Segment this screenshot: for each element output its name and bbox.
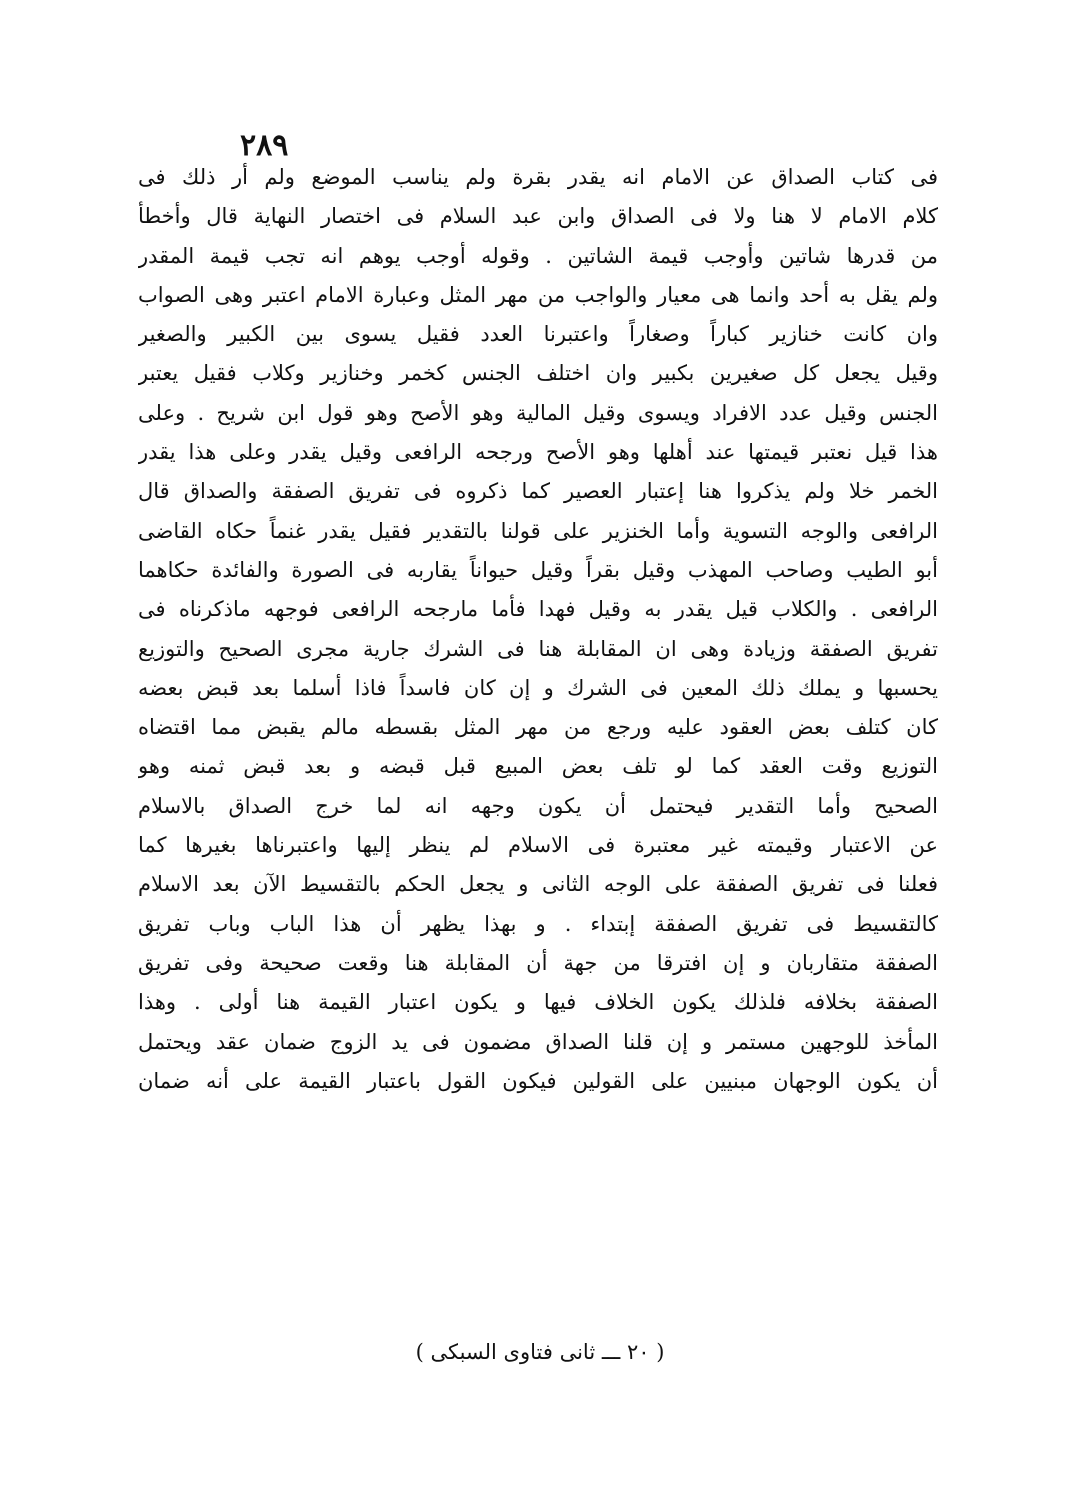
- text-line: هذا قيل نعتبر قيمتها عند أهلها وهو الأصح ورجحه الرافعى وقيل يقدر وعلى هذا يقدر: [138, 440, 938, 465]
- text-line: الرافعى . والكلاب قيل يقدر به وقيل فهدا فأما مارجحه الرافعى فوجهه ماذكرناه فى: [138, 597, 938, 622]
- page-footer: ( ٢٠ ـــ ثانى فتاوى السبكى ): [415, 1340, 665, 1364]
- page-number: ٢٨٩: [240, 128, 289, 163]
- text-line: الرافعى والوجه التسوية وأما الخنزير على قولنا بالتقدير فقيل يقدر غنماً حكاه القاضى: [138, 518, 938, 543]
- text-line: من قدرها شاتين وأوجب قيمة الشاتين . وقوله أوجب يوهم انه تجب قيمة المقدر: [138, 243, 938, 268]
- text-line: وقيل يجعل كل صغيرين بكبير وان اختلف الجنس كخمر وخنازير وكلاب فقيل يعتبر: [138, 361, 938, 386]
- text-line: كان كتلف بعض العقود عليه ورجع من مهر المثل بقسطه مالم يقبض مما اقتضاه: [138, 715, 938, 740]
- text-line: الصحيح وأما التقدير فيحتمل أن يكون وجهه انه لما خرج الصداق بالاسلام: [138, 793, 938, 818]
- body-text: [138, 158, 938, 1101]
- text-line: الجنس وقيل عدد الافراد ويسوى وقيل المالية وهو الأصح وهو قول ابن شريح . وعلى: [138, 400, 938, 425]
- text-line: الصفقة متقاربان و إن افترقا من جهة أن المقابلة هنا وقعت صحيحة وفى تفريق: [138, 950, 938, 975]
- text-line: الخمر خلا ولم يذكروا هنا إعتبار العصير كما ذكروه فى تفريق الصفقة والصداق قال: [138, 479, 938, 504]
- text-line: ولم يقل به أحد وانما هى معيار والواجب من مهر المثل وعبارة الامام اعتبر وهى الصواب: [138, 282, 938, 307]
- text-line: أن يكون الوجهان مبنيين على القولين فيكون القول باعتبار القيمة على أنه ضمان: [138, 1068, 938, 1093]
- text-line: تفريق الصفقة وزيادة وهى ان المقابلة هنا فى الشرك جارية مجرى الصحيح والتوزيع: [138, 636, 938, 661]
- text-line: الصفقة بخلافه فلذلك يكون الخلاف فيها و يكون اعتبار القيمة هنا أولى . وهذا: [138, 990, 938, 1015]
- text-line: كالتقسيط فى تفريق الصفقة إبتداء . و بهذا يظهر أن هذا الباب وباب تفريق: [138, 911, 938, 936]
- text-line: يحسبها و يملك ذلك المعين فى الشرك و إن كان فاسداً فاذا أسلما بعد قبض بعضه: [138, 675, 938, 700]
- text-line: وان كانت خنازير كباراً وصغاراً واعتبرنا العدد فقيل يسوى بين الكبير والصغير: [138, 322, 938, 347]
- text-line: كلام الامام لا هنا ولا فى الصداق وابن عبد السلام فى اختصار النهاية قال وأخطأ: [138, 204, 938, 229]
- text-line: أبو الطيب وصاحب المهذب وقيل بقراً وقيل حيواناً يقاربه فى الصورة والفائدة حكاهما: [138, 557, 938, 582]
- text-line: عن الاعتبار وقيمته غير معتبرة فى الاسلام لم ينظر إليها واعتبرناها بغيرها كما: [138, 833, 938, 858]
- text-line: فعلنا فى تفريق الصفقة على الوجه الثانى و يجعل الحكم بالتقسيط الآن بعد الاسلام: [138, 872, 938, 897]
- text-line: المأخذ للوجهين مستمر و إن قلنا الصداق مضمون فى يد الزوج ضمان عقد ويحتمل: [138, 1029, 938, 1054]
- text-line: التوزيع وقت العقد كما لو تلف بعض المبيع قبل قبضه و بعد قبض ثمنه وهو: [138, 754, 938, 779]
- text-line: فى كتاب الصداق عن الامام انه يقدر بقرة ولم يناسب الموضع ولم أر ذلك فى: [138, 165, 938, 189]
